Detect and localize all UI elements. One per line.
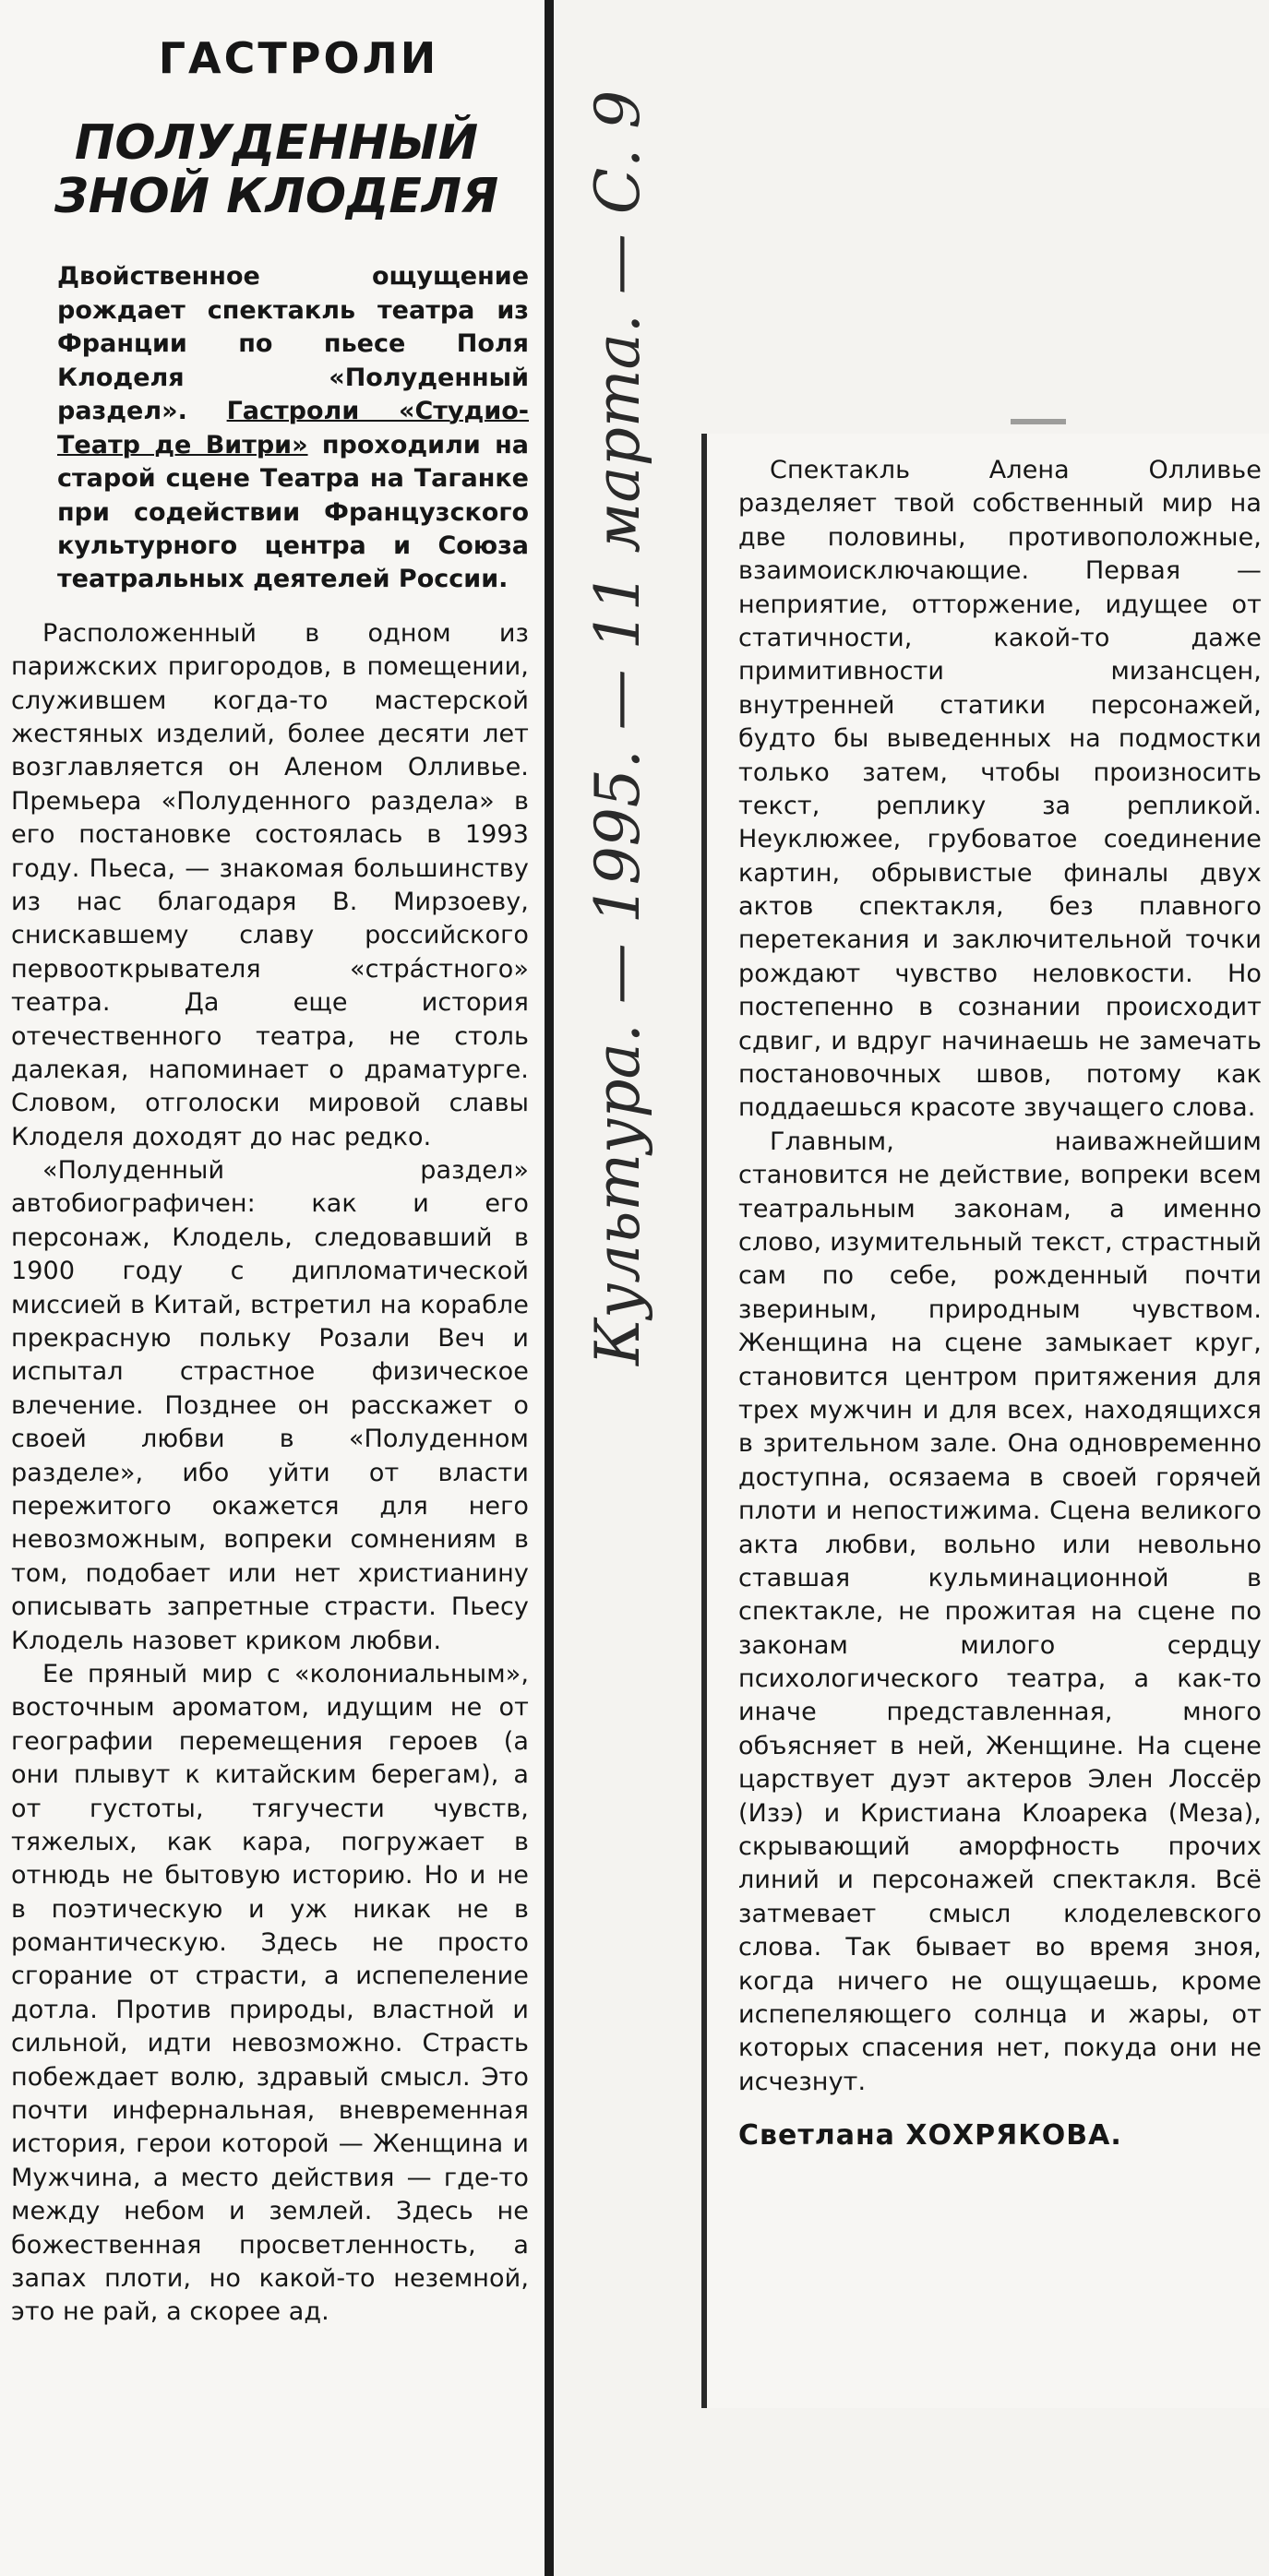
article-lead (57, 260, 529, 596)
paragraph: Главным, наиважнейшим становится не действие, вопреки всем театральным законам, а именно слово, изумительный текст, страстный сам по себе, рожденный почти звериным, природным чувством. Женщина на сцене замыкает круг, становится центром притяжения для трех мужчин и для всех, находящихся в зрительном зале. Она одновременно доступна, осязаема в своей горячей плоти и непостижима. Сцена великого акта любви, вольно или невольно ставшая кульминационной в спектакле, не прожитая на сцене по законам милого сердцу психологического театра, а как-то иначе представленная, много объясняет в ней, Женщине. На сцене царствует дуэт актеров Элен Лоссёр (Изэ) и Кристиана Клоарека (Меза), скрывающий аморфность прочих линий и персонажей спектакля. Всё затмевает смысл клоделевского слова. Так бывает во время зноя, когда ничего не ощущаешь, кроме испепеляющего солнца и жары, от которых спасения нет, покуда они не исчезнут. (738, 1127, 1262, 2096)
lead-text-1: Двойственное ощущение рождает спектакль театра из Франции по пьесе Поля Клоделя «Полуденный раздел». (57, 262, 529, 426)
left-clipping (0, 0, 554, 2576)
rubric-heading: ГАСТРОЛИ (158, 33, 439, 83)
article-headline: ПОЛУДЕННЫЙ ЗНОЙ КЛОДЕЛЯ (54, 115, 499, 225)
lead-underlined-text: Гастроли «Студио-Театр де Витри» (57, 397, 529, 459)
paragraph: Расположенный в одном из парижских пригородов, в помещении, служившем когда-то мастерской жестяных изделий, более десяти лет возглавляется он Аленом Олливье. Премьера «Полуденного раздела» в его постановке состоялась в 1993 году. Пьеса, — знакомая большинству из нас благодаря В. Мирзоеву, снискавшему славу российского первооткрывателя «стра́стного» театра. Да еще история отечественного театра, не столь далекая, напоминает о драматурге. Словом, отголоски мировой славы Клоделя доходят до нас редко. (11, 618, 529, 1151)
right-clipping (701, 434, 1269, 2408)
scan-mark (1011, 419, 1066, 424)
author-signature: Светлана ХОХРЯКОВА. (738, 2119, 1122, 2153)
lead-text-2: проходили на старой сцене Театра на Таганке при содействии Французского культурного центра и Союза театральных деятелей России. (57, 430, 529, 594)
right-column (738, 454, 1262, 2152)
right-body-text (738, 454, 1262, 2099)
paragraph: Спектакль Алена Олливье разделяет твой собственный мир на две половины, противоположные, взаимоисключающие. Первая — неприятие, отторжение, идущее от статичности, какой-то даже примитивности мизансцен, внутренней статики персонажей, будто бы выведенных на подмостки только затем, чтобы произносить текст, реплику за репликой. Неуклюжее, грубоватое соединение картин, обрывистые финалы двух актов спектакля, без плавного перетекания и заключительной точки рождают чувство неловкости. Но постепенно в сознании происходит сдвиг, и вдруг начинаешь не замечать постановочных швов, потому как поддаешься красоте звучащего слова. (738, 456, 1262, 1123)
paragraph: «Полуденный раздел» автобиографичен: как и его персонаж, Клодель, следовавший в 1900 году с дипломатической миссией в Китай, встретил на корабле прекрасную польку Розали Веч и испытал страстное физическое влечение. Позднее он расскажет о своей любви в «Полуденном разделе», ибо уйти от власти пережитого окажется для него невозможным, вопреки сомнениям в том, подобает или нет христианину описывать запретные страсти. Пьесу Клодель назовет криком любви. (11, 1156, 529, 1655)
left-body-text (11, 617, 529, 2330)
left-column (11, 0, 533, 2330)
paragraph: Ее пряный мир с «колониальным», восточным ароматом, идущим не от географии перемещения героев (а они плывут к китайским берегам), а от густоты, тягучести чувств, тяжелых, как кара, погружает в отнюдь не бытовую историю. Но и не в поэтическую и уж никак не в романтическую. Здесь не просто сгорание от страсти, а испепеление дотла. Против природы, властной и сильной, идти невозможно. Страсть побеждает волю, здравый смысл. Это почти инфернальная, вневременная история, герои которой — Женщина и Мужчина, а место действия — где-то между небом и землей. Здесь не божественная просветленность, а запах плоти, но какой-то неземной, это не рай, а скорее ад. (11, 1659, 529, 2327)
handwritten-citation: Культура. — 1995. — 11 марта. — С. 9 (582, 89, 653, 1366)
